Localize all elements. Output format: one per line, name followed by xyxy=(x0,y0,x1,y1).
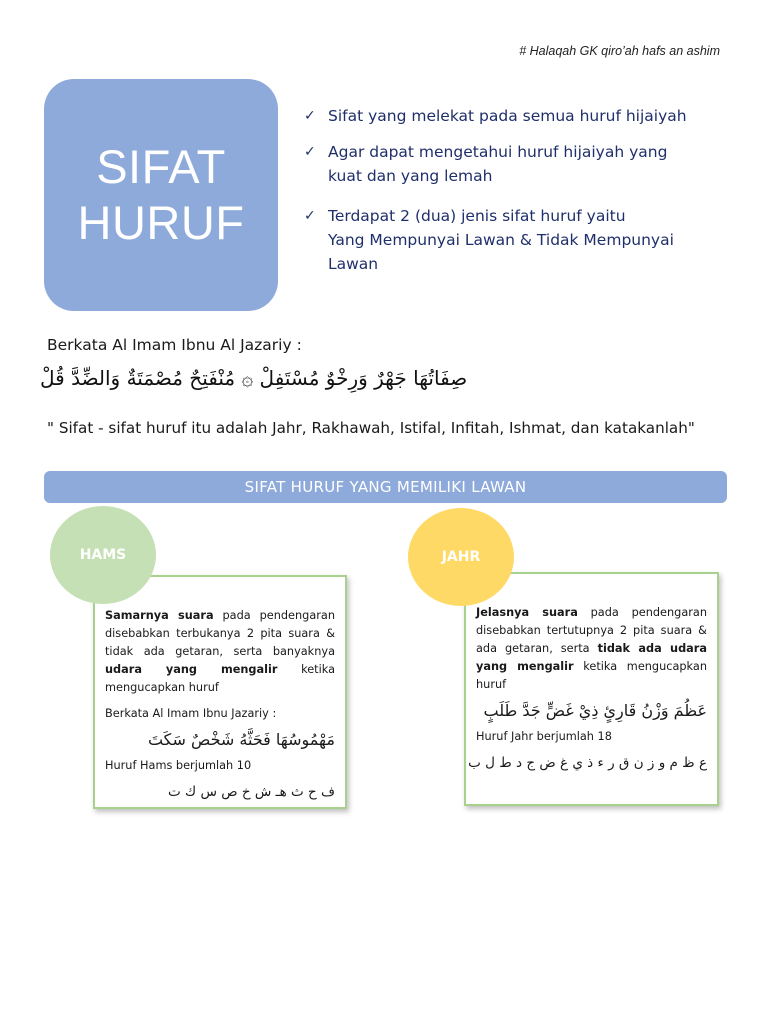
hams-desc-bold: udara yang mengalir xyxy=(105,663,278,676)
title-box xyxy=(44,79,278,311)
hams-arabic-phrase: مَهْمُوسُهَا فَحَثَّهُ شَخْصٌ سَكَتَ xyxy=(147,730,335,749)
jahr-desc-bold: Jelasnya suara xyxy=(476,606,578,619)
checklist-line: Yang Mempunyai Lawan & Tidak Mempunyai xyxy=(328,231,674,249)
jahr-desc-text: ketika mengucapkan huruf xyxy=(476,660,707,691)
section-header xyxy=(44,471,727,503)
jahr-description xyxy=(476,604,707,694)
hams-label: HAMS xyxy=(79,547,127,563)
hams-card xyxy=(93,575,347,809)
checklist-item xyxy=(304,104,724,128)
hams-quote-intro: Berkata Al Imam Ibnu Jazariy : xyxy=(105,707,277,720)
checklist-line: Lawan xyxy=(328,255,379,273)
quote-translation: " Sifat - sifat huruf itu adalah Jahr, Rakhawah, Istifal, Infitah, Ishmat, dan katakanlah" xyxy=(47,419,695,437)
jahr-desc-text: pada pendengaran disebabkan tertutupnya 2 pita suara & ada getaran, serta xyxy=(476,606,707,655)
hams-count: Huruf Hams berjumlah 10 xyxy=(105,759,252,772)
jahr-label: JAHR xyxy=(441,549,481,565)
checkmark-icon: ✓ xyxy=(304,208,316,224)
arabic-verse: صِفَاتُهَا جَهْرٌ وَرِخْوٌ مُسْتَفِلْ ۞ مُنْفَتِحٌ مُصْمَتَةٌ وَالضِّدَّ قُلْ xyxy=(40,366,468,390)
header-note: # Halaqah GK qiro’ah hafs an ashim xyxy=(519,44,720,58)
hams-badge xyxy=(50,506,156,604)
checklist-item xyxy=(304,140,724,188)
hams-desc-text: ketika mengucapkan huruf xyxy=(105,663,335,694)
jahr-desc-bold: tidak ada udara yang mengalir xyxy=(476,642,707,673)
jahr-arabic-phrase: عَظُمَ وَزْنُ قَارِئٍ ذِيْ غَضٍّ جَدَّ طَلَبٍ xyxy=(483,701,707,720)
checklist-item xyxy=(304,204,724,276)
page-title xyxy=(78,139,245,251)
checkmark-icon: ✓ xyxy=(304,108,316,124)
hams-desc-bold: Samarnya suara xyxy=(105,609,214,622)
hams-desc-text: pada pendengaran disebabkan terbukanya 2 pita suara & tidak ada getaran, serta banyaknya xyxy=(105,609,335,658)
title-line-1: SIFAT xyxy=(96,140,226,193)
jahr-badge xyxy=(408,508,514,606)
quote-intro: Berkata Al Imam Ibnu Al Jazariy : xyxy=(47,336,302,354)
checklist xyxy=(304,104,724,276)
hams-letters: ف ح ث هـ ش خ ص س ك ت xyxy=(168,784,335,800)
checklist-line: Sifat yang melekat pada semua huruf hijaiyah xyxy=(328,107,687,125)
checklist-line: Agar dapat mengetahui huruf hijaiyah yang xyxy=(328,143,668,161)
section-title: SIFAT HURUF YANG MEMILIKI LAWAN xyxy=(244,478,527,496)
checklist-line: Terdapat 2 (dua) jenis sifat huruf yaitu xyxy=(328,207,626,225)
jahr-count: Huruf Jahr berjumlah 18 xyxy=(476,730,612,743)
checkmark-icon: ✓ xyxy=(304,144,316,160)
hams-description xyxy=(105,607,335,697)
title-line-2: HURUF xyxy=(77,196,245,249)
jahr-card xyxy=(464,572,719,806)
checklist-line: kuat dan yang lemah xyxy=(328,167,493,185)
jahr-letters: ع ظ م و ز ن ق ر ء ذ ي غ ض ج د ط ل ب xyxy=(468,755,707,771)
